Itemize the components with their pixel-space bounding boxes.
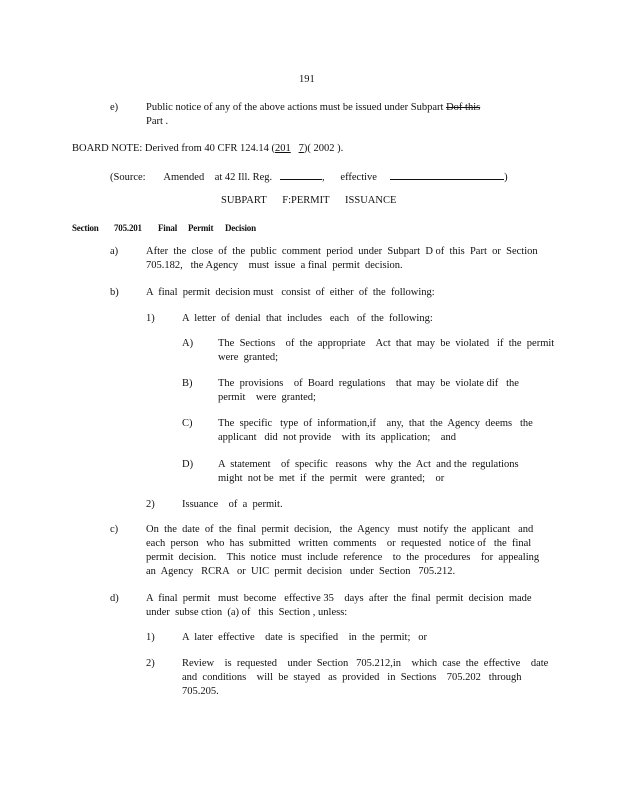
source-amended: Amended bbox=[163, 172, 205, 183]
item-b1D-line2: might not be met if the permit were granted; or bbox=[218, 473, 445, 484]
board-note-tail: )( 2002 ). bbox=[303, 143, 344, 154]
source-close: ) bbox=[504, 172, 508, 183]
item-d-line1: A final permit must become effective 35 days after the final permit decision made bbox=[146, 593, 532, 604]
board-note-underlined-digit: 7 bbox=[298, 143, 304, 154]
item-c-line1: On the date of the final permit decision, the Agency must notify the applicant and bbox=[146, 524, 534, 535]
board-note-underlined-year: 201 bbox=[275, 143, 291, 154]
board-note bbox=[72, 142, 343, 156]
item-b1-line1: A letter of denial that includes each of the following: bbox=[182, 313, 433, 324]
item-b1C-line2: applicant did not provide with its application; and bbox=[218, 432, 456, 443]
item-c-line3: permit decision. This notice must include reference to the procedures for appealing bbox=[146, 552, 540, 563]
item-e-label: e) bbox=[110, 102, 119, 113]
item-d1-line1: A later effective date is specified in the permit; or bbox=[182, 632, 428, 643]
item-b1D-label: D) bbox=[182, 459, 194, 470]
item-b1C-label: C) bbox=[182, 418, 193, 429]
item-a-line2: 705.182, the Agency must issue a final permit decision. bbox=[146, 260, 403, 271]
item-b-label: b) bbox=[110, 287, 119, 298]
board-note-text: BOARD NOTE: Derived from 40 CFR 124.14 ( bbox=[72, 143, 275, 154]
item-b1D-line1: A statement of specific reasons why the Act and the regulations bbox=[218, 459, 519, 470]
item-d2-line2: and conditions will be stayed as provided in Sections 705.202 through bbox=[182, 672, 522, 683]
item-e-line2: Part . bbox=[146, 116, 169, 127]
source-open: (Source: bbox=[110, 172, 146, 183]
item-d-label: d) bbox=[110, 593, 119, 604]
item-d2-line1: Review is requested under Section 705.212,in which case the effective date bbox=[182, 658, 549, 669]
page-number: 191 bbox=[299, 74, 315, 85]
item-c-line2: each person who has submitted written comments or requested notice of the final bbox=[146, 538, 532, 549]
item-d1-label: 1) bbox=[146, 632, 155, 643]
section-title-word3: Decision bbox=[225, 223, 256, 233]
item-b1A-label: A) bbox=[182, 338, 194, 349]
section-title-word1: Final bbox=[158, 223, 178, 233]
item-b1A-line2: were granted; bbox=[218, 352, 279, 363]
item-b1C-line1: The specific type of information,if any, that the Agency deems the bbox=[218, 418, 533, 429]
item-e-line1 bbox=[146, 101, 480, 115]
item-a-label: a) bbox=[110, 246, 119, 257]
section-label: Section bbox=[72, 223, 99, 233]
item-c-label: c) bbox=[110, 524, 119, 535]
item-b1A-line1: The Sections of the appropriate Act that may be violated if the permit bbox=[218, 338, 555, 349]
source-register-blank bbox=[280, 168, 322, 180]
subpart-heading: SUBPART F:PERMIT ISSUANCE bbox=[221, 195, 397, 206]
item-e-line1-text: Public notice of any of the above actions must be issued under Subpart bbox=[146, 102, 444, 113]
source-effective-blank bbox=[390, 168, 504, 180]
item-b1B-line2: permit were granted; bbox=[218, 392, 316, 403]
item-c-line4: an Agency RCRA or UIC permit decision under Section 705.212. bbox=[146, 566, 456, 577]
item-d2-line3: 705.205. bbox=[182, 686, 219, 697]
item-b-line1: A final permit decision must consist of either of the following: bbox=[146, 287, 435, 298]
item-b2-label: 2) bbox=[146, 499, 155, 510]
source-comma: , bbox=[322, 172, 325, 183]
item-d2-label: 2) bbox=[146, 658, 155, 669]
item-b1B-line1: The provisions of Board regulations that may be violate dif the bbox=[218, 378, 519, 389]
item-a-line1: After the close of the public comment period under Subpart D of this Part or Section bbox=[146, 246, 538, 257]
item-d-line2: under subse ction (a) of this Section , unless: bbox=[146, 607, 348, 618]
source-effective: effective bbox=[340, 172, 377, 183]
item-b1B-label: B) bbox=[182, 378, 193, 389]
section-title-word2: Permit bbox=[188, 223, 214, 233]
item-b2-line1: Issuance of a permit. bbox=[182, 499, 283, 510]
source-line bbox=[110, 168, 508, 185]
section-number: 705.201 bbox=[114, 223, 142, 233]
item-e-strike-text: of this bbox=[453, 102, 481, 113]
item-b1-label: 1) bbox=[146, 313, 155, 324]
source-register: at 42 Ill. Reg. bbox=[214, 172, 273, 183]
item-e-strike-d: D bbox=[446, 102, 454, 113]
